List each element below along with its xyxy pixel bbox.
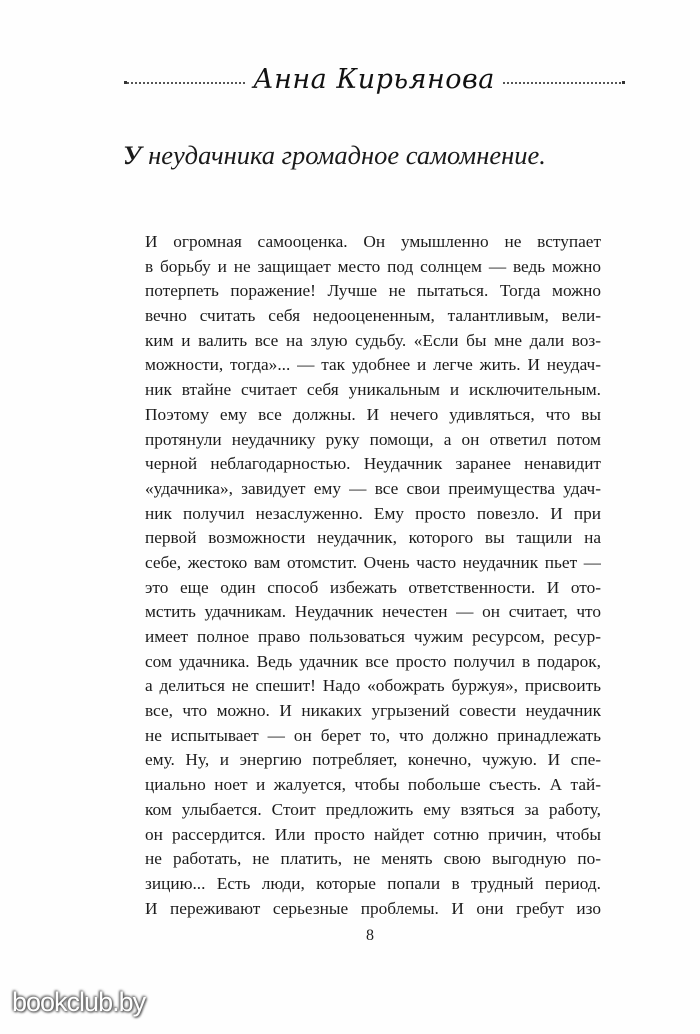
body-line: циально ноет и жалуется, чтобы побольше съесть. А тай- bbox=[145, 775, 601, 795]
body-line: Поэтому ему все должны. И нечего удивляться, что вы bbox=[145, 404, 601, 424]
body-line: ник втайне считает себя уникальным и исключительным. bbox=[145, 380, 601, 400]
header-dotted-rule-left bbox=[124, 82, 245, 84]
watermark-logo: bookclub.by bbox=[12, 987, 146, 1017]
body-line: зицию... Есть люди, которые попали в трудный период. bbox=[145, 873, 601, 893]
body-line: ким и валить все на злую судьбу. «Если бы мне дали воз- bbox=[145, 330, 601, 350]
running-header-author: Анна Кирьянова bbox=[253, 64, 495, 95]
body-line: а делиться не спешит! Надо «обожрать буржуя», присвоить bbox=[145, 676, 601, 696]
body-line: имеет полное право пользоваться чужим ресурсом, ресур- bbox=[145, 627, 601, 646]
body-line: И огромная самооценка. Он умышленно не вступает bbox=[145, 232, 601, 251]
body-line: черной неблагодарностью. Неудачник заранее ненавидит bbox=[145, 454, 601, 474]
body-line: потерпеть поражение! Лучше не пытаться. Тогда можно bbox=[145, 281, 601, 301]
body-line: не испытывает — он берет то, что должно принадлежать bbox=[145, 725, 601, 745]
body-line: в борьбу и не защищает место под солнцем — ведь можно bbox=[145, 256, 601, 276]
body-line: не работать, не платить, не менять свою выгодную по- bbox=[145, 849, 601, 869]
body-line: ком улыбается. Стоит предложить ему взяться за работу, bbox=[145, 799, 601, 819]
body-line: И переживают серьезные проблемы. И они гребут изо bbox=[145, 898, 601, 918]
body-line: он рассердится. Или просто найдет сотню причин, чтобы bbox=[145, 824, 601, 844]
body-line: можности, тогда»... — так удобнее и легче жить. И неудач- bbox=[145, 355, 601, 375]
chapter-title-initial: У bbox=[123, 140, 142, 170]
chapter-title-text: неудачника громадное самомнение. bbox=[141, 140, 546, 170]
body-line: себе, жестоко вам отомстит. Очень часто неудачник пьет — bbox=[145, 552, 601, 572]
body-line: ник получил незаслуженно. Ему просто повезло. И при bbox=[145, 503, 601, 523]
body-line: все, что можно. И никаких угрызений совести неудачник bbox=[145, 701, 601, 721]
rule-end-cap bbox=[622, 81, 625, 84]
page-number: 8 bbox=[366, 927, 374, 944]
body-line: сом удачника. Ведь удачник все просто получил в подарок, bbox=[145, 651, 601, 671]
body-line: протянули неудачнику руку помощи, а он ответил потом bbox=[145, 429, 601, 449]
body-line: мстить удачникам. Неудачник нечестен — он считает, что bbox=[145, 602, 601, 622]
body-line: это еще один способ избежать ответственности. И ото- bbox=[145, 577, 601, 597]
body-line: ему. Ну, и энергию потребляет, конечно, чужую. И спе- bbox=[145, 750, 601, 770]
rule-end-cap bbox=[124, 81, 127, 84]
chapter-title bbox=[123, 138, 603, 172]
body-line: «удачника», завидует ему — все свои преимущества удач- bbox=[145, 478, 601, 498]
header-dotted-rule-right bbox=[503, 82, 625, 84]
body-line: первой возможности неудачник, которого вы тащили на bbox=[145, 528, 601, 548]
body-line: вечно считать себя недооцененным, талантливым, вели- bbox=[145, 306, 601, 326]
body-text bbox=[145, 230, 601, 921]
